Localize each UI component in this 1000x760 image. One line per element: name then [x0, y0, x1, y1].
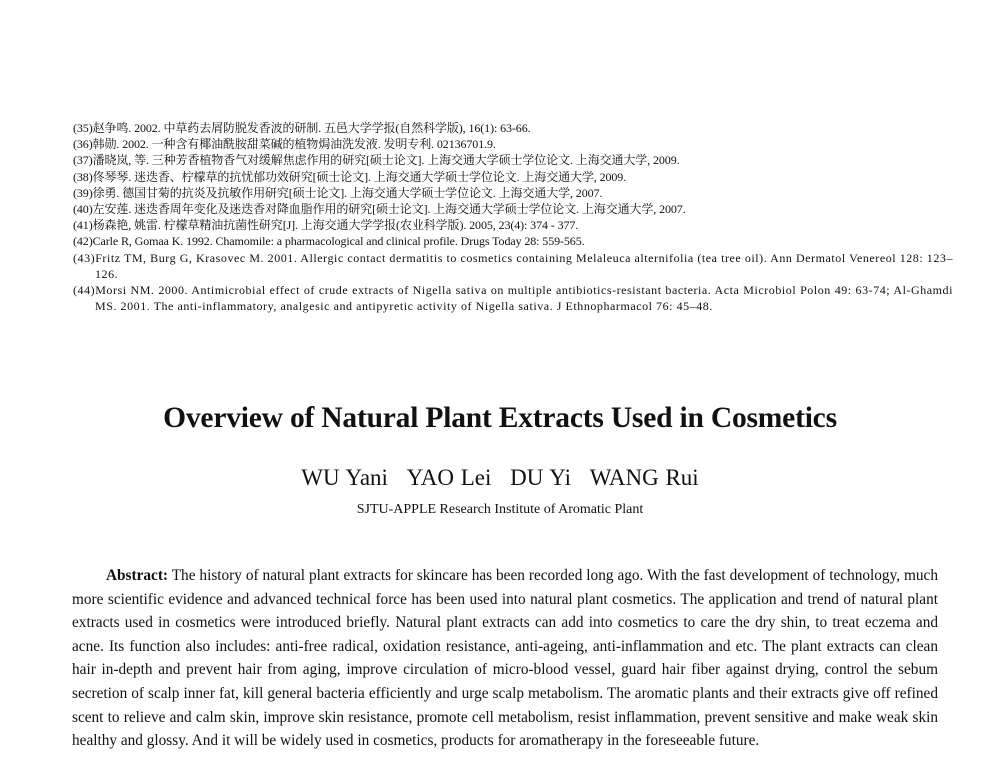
author-name: DU Yi: [510, 465, 571, 490]
author-list: [0, 465, 1000, 491]
reference-43: (43)Fritz TM, Burg G, Krasovec M. 2001. Allergic contact dermatitis to cosmetics containing Melaleuca alternifolia (tea tree oil). Ann Dermatol Venereol 128: 123–126.: [73, 250, 953, 281]
reference-39: (39)徐勇. 德国甘菊的抗炎及抗敏作用研究[硕士论文]. 上海交通大学硕士学位论文. 上海交通大学, 2007.: [73, 185, 603, 200]
reference-37: (37)潘晓岚, 等. 三种芳香植物香气对缓解焦虑作用的研究[硕士论文]. 上海交通大学硕士学位论文. 上海交通大学, 2009.: [73, 153, 680, 168]
author-name: WANG Rui: [589, 465, 699, 490]
author-name: WU Yani: [301, 465, 388, 490]
reference-36: (36)韩勋. 2002. 一种含有椰油酰胺甜菜碱的植物焗油洗发液. 发明专利. 02136701.9.: [73, 137, 496, 152]
reference-40: (40)左安莲. 迷迭香周年变化及迷迭香对降血脂作用的研究[硕士论文]. 上海交通大学硕士学位论文. 上海交通大学, 2007.: [73, 202, 686, 217]
reference-35: (35)赵争鸣. 2002. 中草药去屑防脱发香波的研制. 五邑大学学报(自然科学版), 16(1): 63-66.: [73, 121, 531, 135]
paper-title: Overview of Natural Plant Extracts Used in Cosmetics: [163, 402, 837, 434]
reference-38: (38)佟琴琴. 迷迭香、柠檬草的抗忧郁功效研究[硕士论文]. 上海交通大学硕士学位论文. 上海交通大学, 2009.: [73, 169, 627, 184]
abstract-text: The history of natural plant extracts for skincare has been recorded long ago. With the fast development of technology, much more scientific evidence and advanced technical force has been used into natural plant cosmetics. The application and trend of natural plant extracts used in cosmetics were introduced briefly. Natural plant extracts can add into cosmetics to care the dry shin, to treat eczema and acne. Its function also includes: anti-free radical, oxidation resistance, anti-ageing, anti-inflammation and etc. The plant extracts can clean hair in-depth and prevent hair from aging, improve circulation of micro-blood vessel, guard hair fiber against drying, control the sebum secretion of scalp inner fat, kill general bacteria efficiently and urge scalp metabolism. The aromatic plants and their extracts give off refined scent to relieve and calm skin, improve skin resistance, promote cell metabolism, resist inflammation, prevent sensitive and make weak skin healthy and glossy. And it will be widely used in cosmetics, products for aromatherapy in the foreseeable future.: [72, 567, 938, 750]
abstract-paragraph: [72, 564, 938, 753]
author-affiliation: SJTU-APPLE Research Institute of Aromatic Plant: [356, 502, 644, 517]
abstract-label: Abstract:: [106, 567, 169, 584]
author-name: YAO Lei: [406, 465, 492, 490]
reference-41: (41)杨森艳, 姚雷. 柠檬草精油抗菌性研究[J]. 上海交通大学学报(农业科学版). 2005, 23(4): 374 - 377.: [73, 218, 579, 233]
reference-list: [73, 120, 953, 314]
reference-44: (44)Morsi NM. 2000. Antimicrobial effect of crude extracts of Nigella sativa on multiple antibiotics-resistant bacteria. Acta Microbiol Polon 49: 63-74; Al-Ghamdi MS. 2001. The anti-inflammatory, analgesic and antipyretic activity of Nigella sativa. J Ethnopharmacol 76: 45–48.: [73, 283, 953, 314]
reference-42: (42)Carle R, Gomaa K. 1992. Chamomile: a pharmacological and clinical profile. Drugs Today 28: 559-565.: [73, 234, 585, 249]
